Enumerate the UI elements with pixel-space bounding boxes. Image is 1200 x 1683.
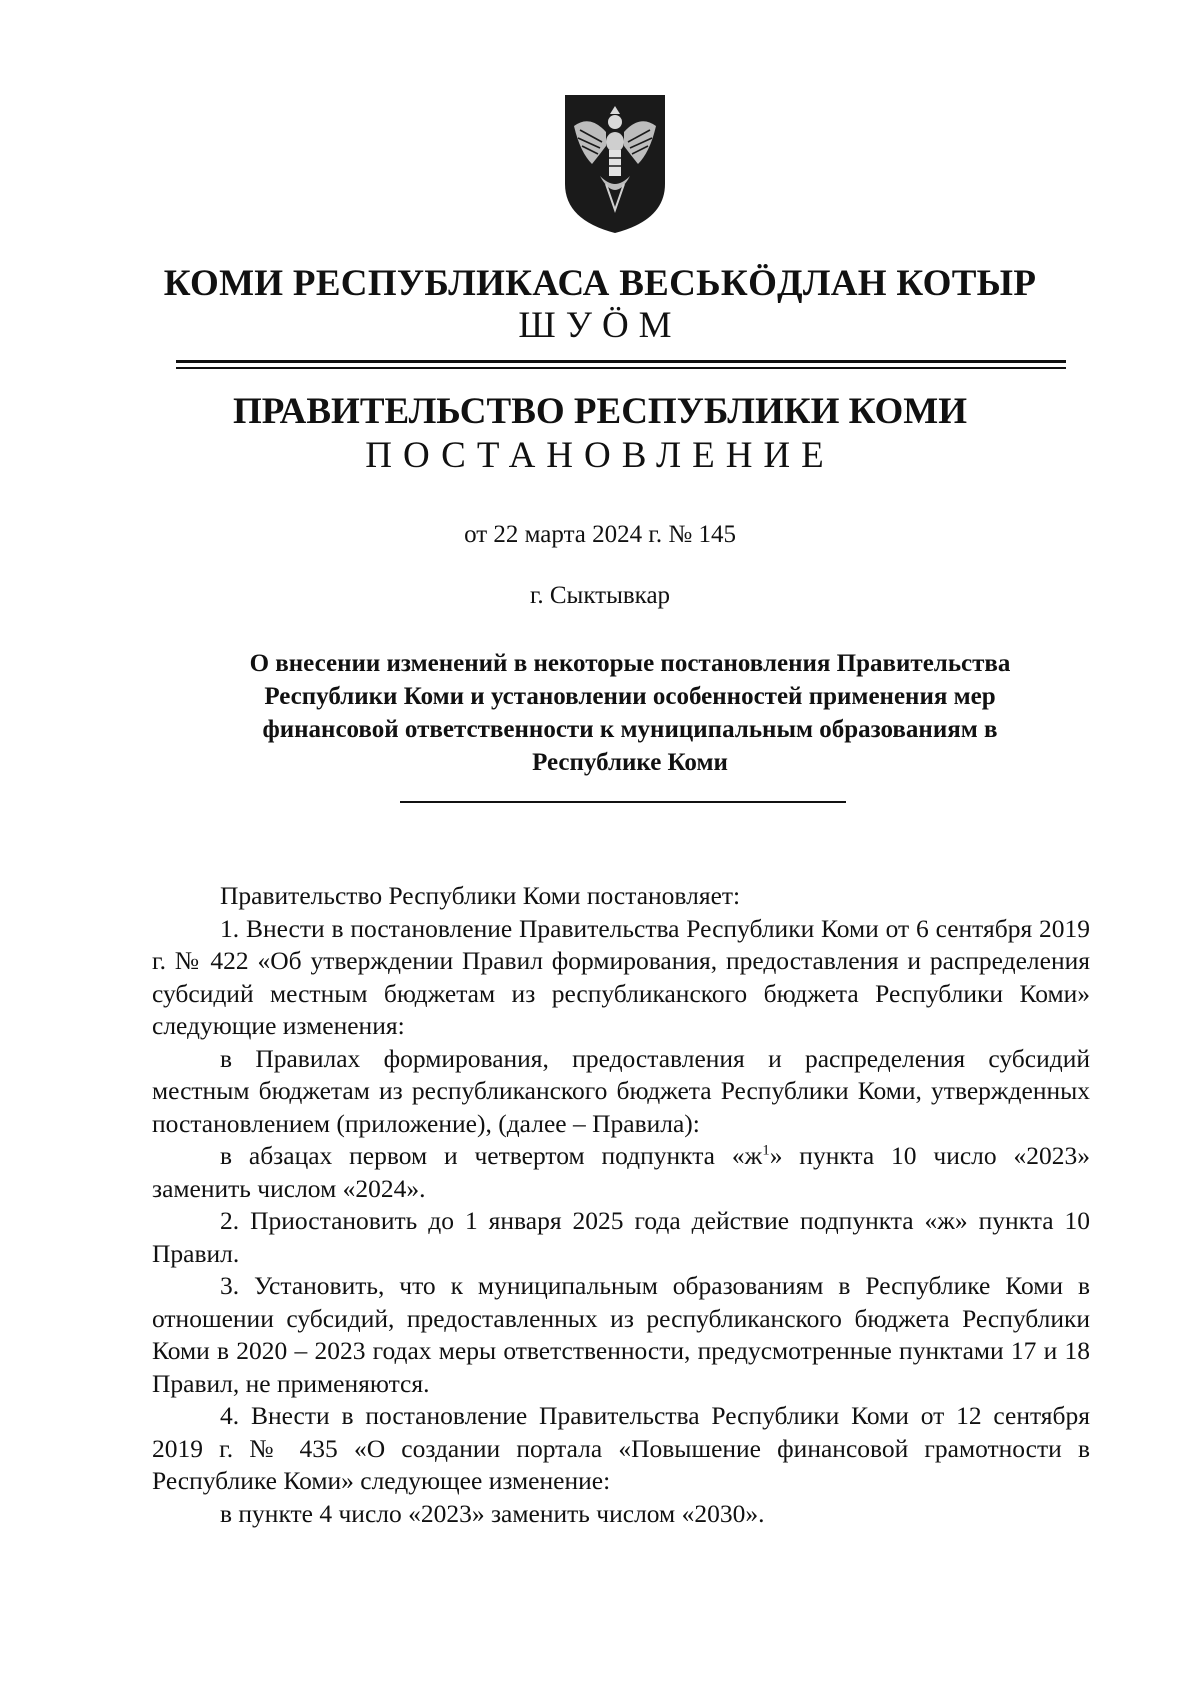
komi-document-type: ШУӦМ: [518, 305, 682, 346]
body-paragraph-5: 3. Установить, что к муниципальным образованиям в Республике Коми в отношении субсидий, предоставленных из республиканского бюджета Республики Коми в 2020 – 2023 годах меры ответственности, предусмотренные пунктами 17 и 18 Правил, не применяются.: [152, 1271, 1090, 1398]
body-paragraph-3-start: в абзацах первом и четвертом подпункта «ж: [220, 1141, 763, 1170]
body-paragraph-2: в Правилах формирования, предоставления и распределения субсидий местным бюджетам из республиканского бюджета Республики Коми, утвержденных постановлением (приложение), (далее – Правила):: [152, 1043, 1090, 1138]
body-paragraph-4: 2. Приостановить до 1 января 2025 года действие подпункта «ж» пункта 10 Правил.: [152, 1206, 1090, 1268]
body-paragraph-3-superscript: 1: [762, 1142, 770, 1159]
header-double-divider: [176, 360, 1066, 369]
document-subject: О внесении изменений в некоторые постановления Правительства Республики Коми и установлении особенностей применения мер финансовой ответственности к муниципальным образованиям в Республике Коми: [249, 650, 1011, 776]
document-city: г. Сыктывкар: [529, 582, 671, 609]
body-paragraph-6: 4. Внести в постановление Правительства Республики Коми от 12 сентября 2019 г. № 435 «О создании портала «Повышение финансовой грамотности в Республике Коми» следующее изменение:: [152, 1401, 1090, 1495]
document-body: [152, 880, 1090, 1530]
body-paragraph-3-end: » пункта 10 число «2023» заменить числом «2024».: [152, 1141, 1090, 1203]
body-paragraph-1: 1. Внести в постановление Правительства Республики Коми от 6 сентября 2019 г. № 422 «Об утверждении Правил формирования, предоставления и распределения субсидий местным бюджетам из республиканского бюджета Республики Коми» следующие изменения:: [152, 913, 1090, 1040]
body-paragraph-7: в пункте 4 число «2023» заменить числом «2030».: [220, 1498, 765, 1528]
subject-divider: [400, 801, 846, 803]
body-paragraph-3: [152, 1140, 1090, 1205]
russian-document-type: ПОСТАНОВЛЕНИЕ: [365, 435, 835, 476]
russian-government-title: ПРАВИТЕЛЬСТВО РЕСПУБЛИКИ КОМИ: [233, 391, 967, 432]
document-date-number: от 22 марта 2024 г. № 145: [464, 521, 736, 548]
komi-government-title: КОМИ РЕСПУБЛИКАСА ВЕСЬКӦДЛАН КОТЫР: [163, 263, 1037, 304]
coat-of-arms-emblem: [562, 92, 668, 236]
body-intro: Правительство Республики Коми постановляет:: [220, 881, 741, 910]
